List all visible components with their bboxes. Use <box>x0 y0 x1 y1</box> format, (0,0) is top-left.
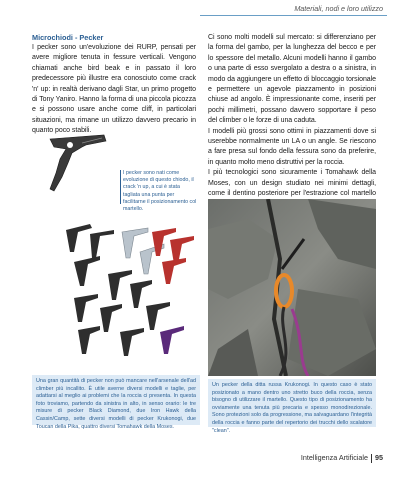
header-rule <box>200 15 387 16</box>
right-body-text: Ci sono molti modelli sul mercato: si differenziano per la forma del gambo, per la lunghezza del becco e per lo spessore del metallo. Alcuni modelli hanno il gambo o una parte di esso svergolato a destra o a sinistra, in modo da aggiungere un effetto di bloccaggio torsionale e permettere un agevole piazzamento in posizioni chiuse ad angolo. È impressionante come, inseriti per pochi millimetri, possano davvero sopportare il peso del climber o le forze di una caduta. I modelli più grossi sono ottimi in piazzamenti dove si userebbe normalmente un LA o un angle. Se riescono a fare presa sul fondo della fessura sono da preferire, in quanto molto meno distruttivi per la roccia. I più tecnologici sono sicuramente i Tomahawk della Moses, con un design studiato nei minimi dettagli, come il dentino posteriore per l'estrazione col martello <box>208 34 376 198</box>
rock-photo <box>208 199 376 376</box>
caption-pecker-rock: Un pecker della ditta russa Krukonogi. In questo caso è stato posizionato a mano dentro uno stretto buco della roccia, senza bisogno di utilizzare il martello. Questo tipo di posizionamento ha ovviamente una tenuta più precaria e spesso monodirezionale. Sono protezioni solo da progressione, ma salvaguardano l'integrità della roccia e fanno parte del repertorio dei trucchi dello scalatore "clean". <box>208 379 376 427</box>
footer-book-title: Intelligenza Artificiale <box>300 453 368 462</box>
pecker-photo <box>46 133 108 193</box>
footer-separator <box>371 454 372 463</box>
caption-pecker-single: I pecker sono nati come evoluzione di questo chiodo, il crack 'n up, a cui è stata tagliata una punta per facilitarne il posizionamento col martello. <box>123 170 197 213</box>
left-column <box>32 33 196 137</box>
page-footer <box>301 453 383 463</box>
caption-rule <box>120 170 121 204</box>
page-number: 95 <box>375 453 383 462</box>
running-header: Materiali, nodi e loro utilizzo <box>294 4 383 13</box>
left-body-text: I pecker sono un'evoluzione dei RURP, pensati per avere migliore tenuta in fessure verticali. Vengono chiamati anche bird beak e in passato il loro predecessore più illustre era conosciuto come crack 'n' up: in realtà derivano dagli Star, un primo progetto di Tony Yaniro. Hanno la forma di una piccola picozza e si possono usare anche come cliff, in particolari situazioni, ma rimane un utilizzo davvero precario in quanto poco stabili. <box>32 44 196 135</box>
pecker-group-photo <box>60 222 200 364</box>
section-title: Microchiodi - Pecker <box>32 33 104 42</box>
right-column <box>208 33 376 220</box>
caption-pecker-group: Una gran quantità di pecker non può mancare nell'arsenale dell'ad climber più incallito. È utile averne diversi modelli e taglie, per adattarsi al meglio ai problemi che la roccia ci presenta. In questa foto troviamo, partendo da sinistra in alto, in senso orario: le tre misure di pecker Black Diamond, due Iron Hawk della Cassin/Camp, sette diversi modelli di pecker Krukonogi, due Toucan della Pika, quattro diversi Tomahawk della Moses. <box>32 375 200 425</box>
